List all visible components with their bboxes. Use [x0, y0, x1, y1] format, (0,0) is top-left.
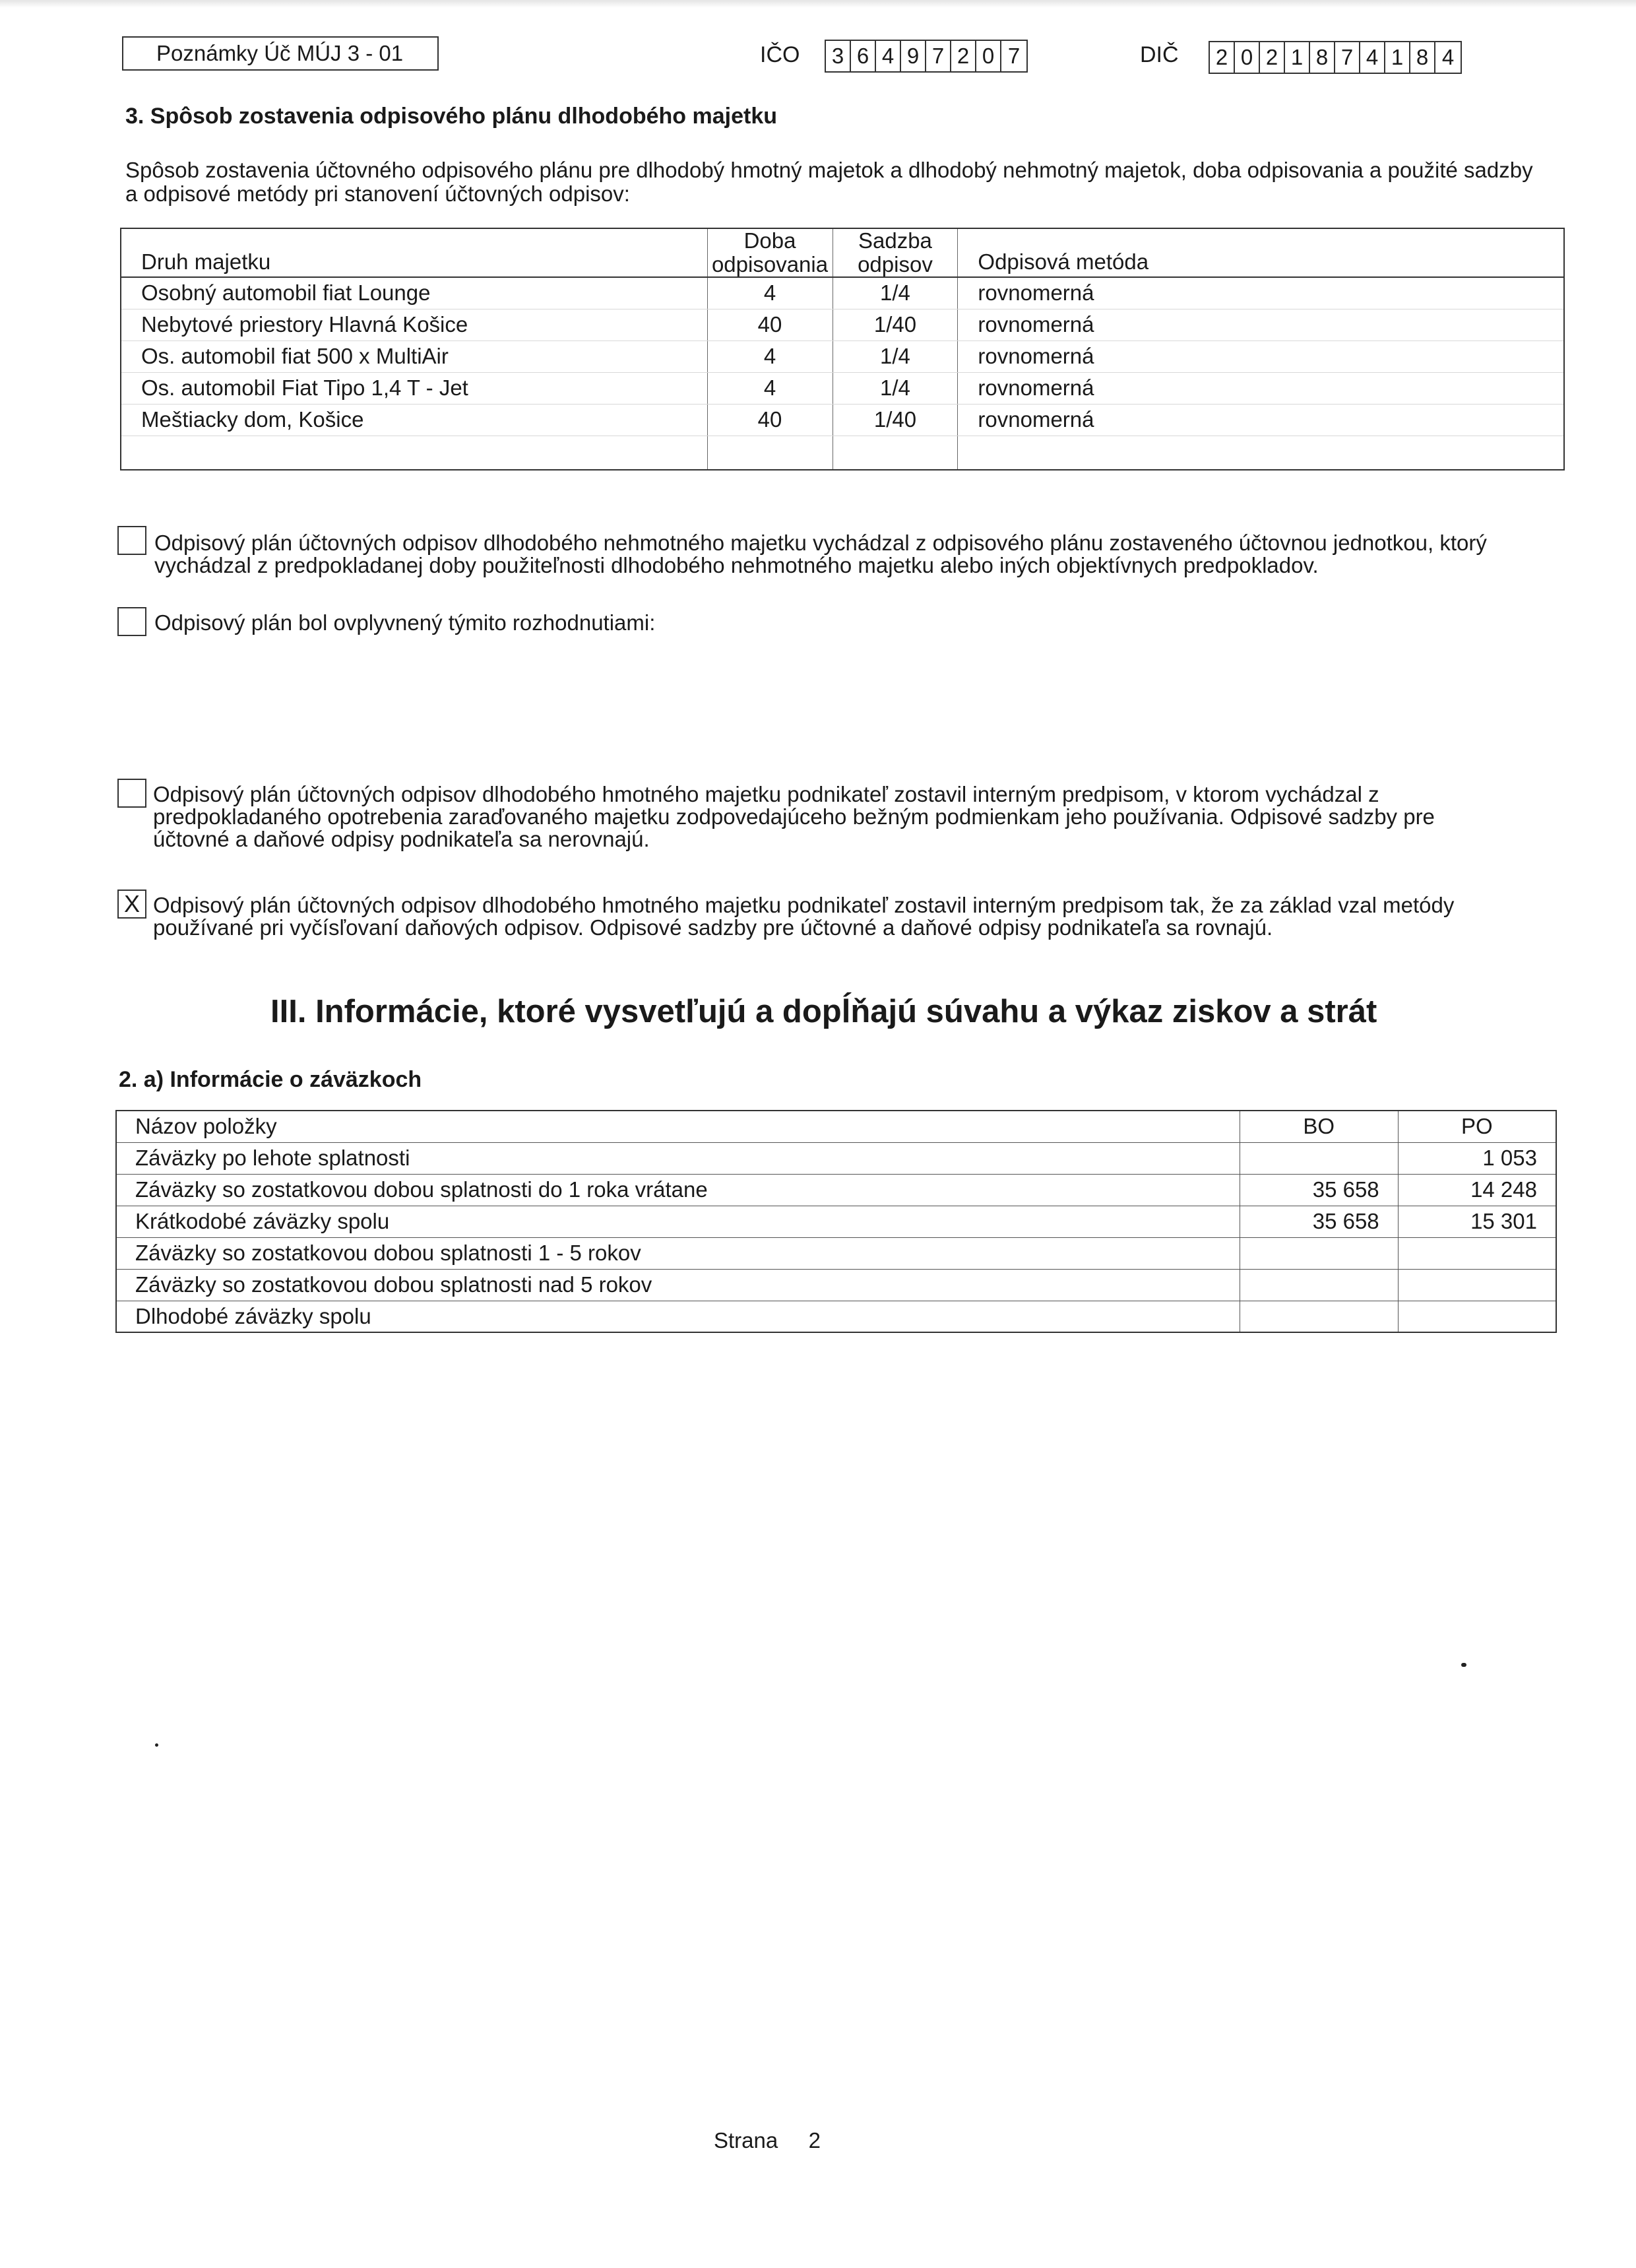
po-cell — [1398, 1301, 1556, 1332]
checkbox-text-line: Odpisový plán účtovných odpisov dlhodobého hmotného majetku podnikateľ zostavil interným predpisom, v ktorom vychádzal z — [153, 782, 1379, 806]
method-cell: rovnomerná — [958, 404, 1564, 436]
period-cell: 40 — [707, 404, 833, 436]
checkbox-tangible-tax-method-text — [153, 894, 1591, 939]
period-cell: 40 — [707, 309, 833, 340]
asset-cell: Os. automobil Fiat Tipo 1,4 T - Jet — [121, 372, 707, 404]
item-name-cell: Záväzky so zostatkovou dobou splatnosti nad 5 rokov — [116, 1269, 1240, 1301]
col-method-header: Odpisová metóda — [958, 228, 1564, 277]
dic-digit: 1 — [1285, 42, 1310, 73]
checkbox-tangible-tax-method[interactable]: X — [117, 890, 146, 919]
table-row — [121, 309, 1564, 340]
table-row — [116, 1269, 1556, 1301]
period-cell: 4 — [707, 372, 833, 404]
section-iii-title: III. Informácie, ktoré vysvetľujú a dopĺňajú súvahu a výkaz ziskov a strát — [270, 994, 1377, 1029]
checkbox-decisions-text — [154, 612, 1592, 634]
dic-digit: 0 — [1235, 42, 1260, 73]
ico-digit: 9 — [901, 41, 926, 71]
item-name-cell: Dlhodobé záväzky spolu — [116, 1301, 1240, 1332]
empty-cell — [833, 436, 958, 470]
ico-label: IČO — [760, 42, 800, 67]
col-bo-header: BO — [1240, 1111, 1398, 1142]
section-2a-title: 2. a) Informácie o záväzkoch — [119, 1067, 422, 1092]
item-name-cell: Záväzky so zostatkovou dobou splatnosti do 1 roka vrátane — [116, 1174, 1240, 1206]
dic-digit: 2 — [1260, 42, 1285, 73]
checkbox-text-line: predpokladaného opotrebenia zaraďovaného majetku zodpovedajúceho bežným podmienkam jeho používania. Odpisové sadzby pre — [153, 804, 1435, 829]
form-label: Poznámky Úč MÚJ 3 - 01 — [122, 36, 439, 71]
bo-cell — [1240, 1142, 1398, 1174]
ico-digit: 2 — [951, 41, 976, 71]
ico-digit: 3 — [826, 41, 851, 71]
rate-cell: 1/4 — [833, 340, 958, 372]
bo-cell — [1240, 1269, 1398, 1301]
rate-cell: 1/4 — [833, 372, 958, 404]
po-cell — [1398, 1269, 1556, 1301]
dic-digit: 1 — [1385, 42, 1410, 73]
asset-cell: Os. automobil fiat 500 x MultiAir — [121, 340, 707, 372]
dic-digit: 2 — [1210, 42, 1235, 73]
section-3-intro-line: Spôsob zostavenia účtovného odpisového plánu pre dlhodobý hmotný majetok a dlhodobý nehmotný majetok, doba odpisovania a použité sadzby — [125, 158, 1533, 182]
col-period-line: odpisovania — [711, 252, 829, 276]
page-footer — [714, 2128, 821, 2153]
checkbox-text-line: Odpisový plán účtovných odpisov dlhodobého nehmotného majetku vychádzal z odpisového plánu zostaveného účtovnou jednotkou, ktorý — [154, 531, 1487, 555]
ico-digit: 6 — [851, 41, 876, 71]
dic-label: DIČ — [1140, 42, 1179, 67]
method-cell: rovnomerná — [958, 372, 1564, 404]
dic-digit: 8 — [1310, 42, 1335, 73]
col-rate-line: Sadzba — [858, 228, 932, 253]
period-cell: 4 — [707, 340, 833, 372]
item-name-cell: Záväzky so zostatkovou dobou splatnosti 1 - 5 rokov — [116, 1237, 1240, 1269]
col-asset-header: Druh majetku — [121, 228, 707, 277]
empty-cell — [958, 436, 1564, 470]
page-number: 2 — [808, 2128, 821, 2153]
asset-cell: Meštiacky dom, Košice — [121, 404, 707, 436]
bo-cell — [1240, 1301, 1398, 1332]
table-row-empty — [121, 436, 1564, 470]
asset-cell: Nebytové priestory Hlavná Košice — [121, 309, 707, 340]
ico-digit: 7 — [1007, 44, 1021, 68]
table-row — [116, 1142, 1556, 1174]
bo-cell — [1240, 1237, 1398, 1269]
checkbox-text-line: používané pri vyčísľovaní daňových odpisov. Odpisové sadzby pre účtovné a daňové odpisy podnikateľa sa rovnajú. — [153, 915, 1273, 940]
method-cell: rovnomerná — [958, 277, 1564, 309]
col-rate-line: odpisov — [858, 252, 933, 276]
table-row — [121, 404, 1564, 436]
dic-digit: 4 — [1360, 42, 1385, 73]
checkbox-tangible-internal-unequal-text — [153, 783, 1591, 851]
ico-digit-boxes — [825, 40, 1028, 73]
section-3-intro — [125, 158, 1590, 206]
checkbox-text-line: účtovné a daňové odpisy podnikateľa sa nerovnajú. — [153, 827, 650, 851]
bo-cell: 35 658 — [1240, 1206, 1398, 1237]
item-name-cell: Krátkodobé záväzky spolu — [116, 1206, 1240, 1237]
scan-speck — [1461, 1663, 1466, 1667]
asset-cell: Osobný automobil fiat Lounge — [121, 277, 707, 309]
method-cell: rovnomerná — [958, 309, 1564, 340]
period-cell: 4 — [707, 277, 833, 309]
section-3-title: 3. Spôsob zostavenia odpisového plánu dlhodobého majetku — [125, 104, 777, 129]
po-cell: 1 053 — [1398, 1142, 1556, 1174]
dic-digit: 4 — [1441, 45, 1455, 69]
ico-digit: 7 — [926, 41, 951, 71]
liabilities-table — [115, 1110, 1557, 1333]
depreciation-table — [120, 228, 1565, 470]
ico-digit: 4 — [876, 41, 901, 71]
table-row — [116, 1174, 1556, 1206]
rate-cell: 1/40 — [833, 404, 958, 436]
rate-cell: 1/40 — [833, 309, 958, 340]
dic-digit-boxes — [1209, 41, 1462, 74]
section-3-intro-line: a odpisové metódy pri stanovení účtovných odpisov: — [125, 181, 630, 206]
checkbox-tangible-internal-unequal[interactable] — [117, 779, 146, 808]
col-po-header: PO — [1398, 1111, 1556, 1142]
table-row — [116, 1301, 1556, 1332]
po-cell — [1398, 1237, 1556, 1269]
col-rate-header — [833, 228, 958, 277]
rate-cell: 1/4 — [833, 277, 958, 309]
table-row — [116, 1206, 1556, 1237]
checkbox-text-line: Odpisový plán bol ovplyvnený týmito rozhodnutiami: — [154, 610, 656, 635]
bo-cell: 35 658 — [1240, 1174, 1398, 1206]
empty-cell — [707, 436, 833, 470]
ico-digit: 0 — [976, 41, 1001, 71]
checkbox-text-line: vychádzal z predpokladanej doby použiteľnosti dlhodobého nehmotného majetku alebo iných objektívnych predpokladov. — [154, 553, 1319, 577]
scan-top-edge — [0, 0, 1636, 8]
dic-digit: 7 — [1335, 42, 1360, 73]
col-name-header: Názov položky — [116, 1111, 1240, 1142]
table-header-row — [116, 1111, 1556, 1142]
col-period-line: Doba — [743, 228, 796, 253]
dic-digit: 8 — [1410, 42, 1435, 73]
checkbox-decisions[interactable] — [117, 607, 146, 636]
page-label: Strana — [714, 2128, 778, 2153]
item-name-cell: Záväzky po lehote splatnosti — [116, 1142, 1240, 1174]
checkbox-intangible-plan[interactable] — [117, 526, 146, 555]
checkbox-intangible-plan-text — [154, 532, 1592, 577]
table-row — [121, 340, 1564, 372]
po-cell: 14 248 — [1398, 1174, 1556, 1206]
scan-speck — [155, 1743, 158, 1747]
table-row — [121, 277, 1564, 309]
table-row — [116, 1237, 1556, 1269]
checkbox-text-line: Odpisový plán účtovných odpisov dlhodobého hmotného majetku podnikateľ zostavil interným predpisom tak, že za základ vzal metódy — [153, 893, 1455, 917]
method-cell: rovnomerná — [958, 340, 1564, 372]
col-period-header — [707, 228, 833, 277]
table-row — [121, 372, 1564, 404]
po-cell: 15 301 — [1398, 1206, 1556, 1237]
empty-cell — [121, 436, 707, 470]
